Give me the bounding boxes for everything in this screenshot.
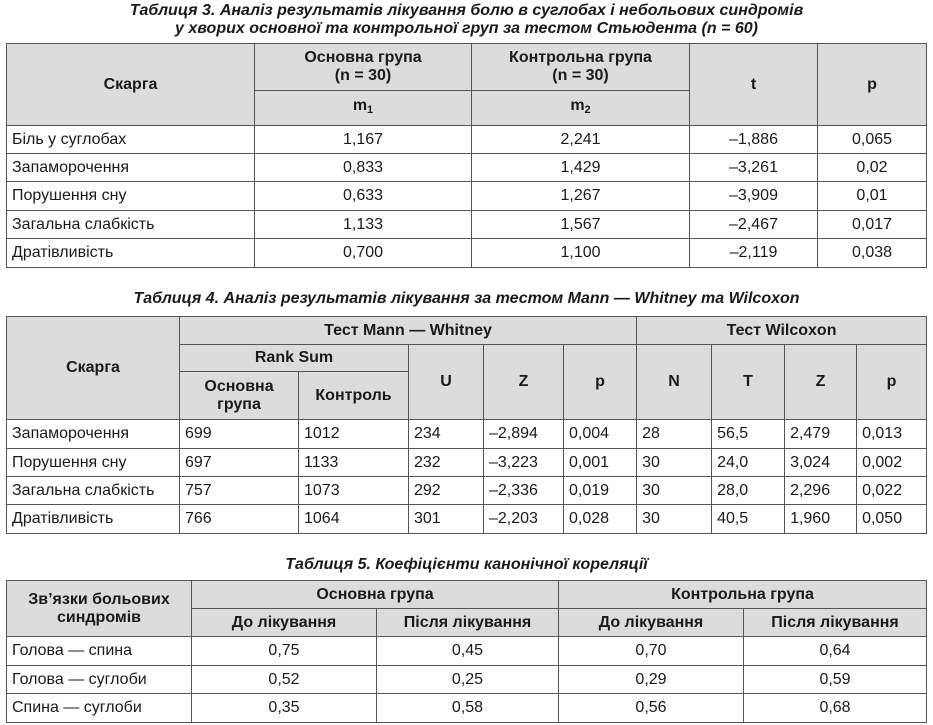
- t3-m1-subscript: 1: [367, 104, 374, 116]
- t4-header-main-group: [180, 372, 299, 420]
- cell-t: 40,5: [712, 505, 785, 534]
- cell-t: 56,5: [712, 420, 785, 449]
- t4-header-main-line2: група: [217, 395, 261, 413]
- t3-header-main-label: Основна група: [304, 49, 422, 66]
- cell-z2: 2,296: [785, 477, 857, 505]
- row-label: Голова — суглоби: [7, 666, 192, 694]
- cell-n: 28: [637, 420, 712, 449]
- row-label: Біль у суглобах: [7, 126, 255, 154]
- cell-m1: 1,167: [255, 126, 472, 154]
- cell-p: 0,065: [818, 126, 927, 154]
- table-row: [7, 666, 927, 694]
- t5-header-before: До лікування: [192, 609, 377, 637]
- cell-u: 292: [409, 477, 484, 505]
- cell-p2: 0,013: [857, 420, 927, 449]
- row-label: Загальна слабкість: [7, 211, 255, 239]
- t3-header-control: [472, 44, 690, 91]
- row-label: Запаморочення: [7, 154, 255, 182]
- cell-main-before: 0,75: [192, 637, 377, 666]
- table3-caption-line2: у хворих основної та контрольної груп за тестом Стьюдента (n = 60): [175, 20, 758, 37]
- t5-header-links-line2: синдромів: [56, 608, 141, 626]
- cell-z2: 3,024: [785, 449, 857, 477]
- t5-header-main: Основна група: [192, 581, 559, 609]
- table-row: [7, 694, 927, 723]
- cell-p: 0,017: [818, 211, 927, 239]
- t3-header-m1: [255, 91, 472, 126]
- cell-z: –3,223: [484, 449, 564, 477]
- t5-header-links: [7, 581, 192, 637]
- t5-header-control: Контрольна група: [559, 581, 927, 609]
- t4-header-u: U: [409, 345, 484, 420]
- cell-control-before: 0,29: [559, 666, 744, 694]
- table-row: [7, 154, 927, 182]
- cell-p: 0,001: [564, 449, 637, 477]
- cell-t: –3,909: [690, 182, 818, 211]
- cell-m2: 1,567: [472, 211, 690, 239]
- cell-m1: 0,700: [255, 239, 472, 268]
- cell-p: 0,028: [564, 505, 637, 534]
- cell-p: 0,02: [818, 154, 927, 182]
- table3: [6, 43, 927, 268]
- t3-header-main-n: (n = 30): [334, 67, 392, 84]
- table-row: [7, 239, 927, 268]
- row-label: Загальна слабкість: [7, 477, 180, 505]
- cell-main: 766: [180, 505, 299, 534]
- cell-main: 697: [180, 449, 299, 477]
- cell-t: –2,467: [690, 211, 818, 239]
- row-label: Спина — суглоби: [7, 694, 192, 723]
- t4-header-z2: Z: [785, 345, 857, 420]
- t3-header-main: [255, 44, 472, 91]
- t3-header-complaint: Скарга: [7, 44, 255, 126]
- t3-m1-symbol: m: [352, 97, 368, 114]
- cell-m1: 0,833: [255, 154, 472, 182]
- cell-t: –1,886: [690, 126, 818, 154]
- cell-m2: 2,241: [472, 126, 690, 154]
- t4-header-complaint: Скарга: [7, 317, 180, 420]
- cell-t: –3,261: [690, 154, 818, 182]
- t4-header-n: N: [637, 345, 712, 420]
- table4: [6, 316, 927, 534]
- t4-header-wilcoxon: Тест Wilcoxon: [637, 317, 927, 345]
- cell-z2: 2,479: [785, 420, 857, 449]
- table-row: [7, 182, 927, 211]
- cell-main-before: 0,35: [192, 694, 377, 723]
- table5-caption: Таблиця 5. Коефіцієнти канонічної кореляції: [285, 556, 648, 573]
- t5-header-after: Після лікування: [377, 609, 559, 637]
- cell-z2: 1,960: [785, 505, 857, 534]
- cell-z: –2,336: [484, 477, 564, 505]
- row-label: Порушення сну: [7, 182, 255, 211]
- cell-t: –2,119: [690, 239, 818, 268]
- cell-m2: 1,100: [472, 239, 690, 268]
- row-label: Запаморочення: [7, 420, 180, 449]
- cell-main: 699: [180, 420, 299, 449]
- t5-header-before2: До лікування: [559, 609, 744, 637]
- t4-header-control: Контроль: [299, 372, 409, 420]
- cell-u: 232: [409, 449, 484, 477]
- cell-main-before: 0,52: [192, 666, 377, 694]
- cell-control: 1133: [299, 449, 409, 477]
- t5-header-after2: Після лікування: [744, 609, 927, 637]
- cell-m1: 1,133: [255, 211, 472, 239]
- t4-header-mann-whitney: Тест Mann — Whitney: [180, 317, 637, 345]
- table4-caption: Таблиця 4. Аналіз результатів лікування за тестом Mann — Whitney та Wilcoxon: [133, 290, 800, 307]
- t3-m2-subscript: 2: [584, 104, 591, 116]
- cell-main-after: 0,45: [377, 637, 559, 666]
- row-label: Голова — спина: [7, 637, 192, 666]
- t4-header-z: Z: [484, 345, 564, 420]
- cell-control-before: 0,56: [559, 694, 744, 723]
- cell-p: 0,01: [818, 182, 927, 211]
- table-row: [7, 637, 927, 666]
- cell-z: –2,203: [484, 505, 564, 534]
- cell-n: 30: [637, 505, 712, 534]
- t3-header-p: p: [818, 44, 927, 126]
- table-row: [7, 211, 927, 239]
- cell-u: 234: [409, 420, 484, 449]
- cell-m2: 1,429: [472, 154, 690, 182]
- table-row: [7, 505, 927, 534]
- table-row: [7, 449, 927, 477]
- t4-header-p: p: [564, 345, 637, 420]
- cell-m2: 1,267: [472, 182, 690, 211]
- cell-main-after: 0,25: [377, 666, 559, 694]
- cell-control-after: 0,59: [744, 666, 927, 694]
- table-row: [7, 420, 927, 449]
- cell-z: –2,894: [484, 420, 564, 449]
- cell-t: 24,0: [712, 449, 785, 477]
- t3-header-t: t: [690, 44, 818, 126]
- cell-u: 301: [409, 505, 484, 534]
- cell-n: 30: [637, 477, 712, 505]
- cell-p2: 0,050: [857, 505, 927, 534]
- cell-p2: 0,002: [857, 449, 927, 477]
- table-row: [7, 126, 927, 154]
- table5: [6, 580, 927, 723]
- t3-header-control-n: (n = 30): [552, 67, 609, 84]
- cell-p: 0,019: [564, 477, 637, 505]
- cell-control: 1064: [299, 505, 409, 534]
- cell-t: 28,0: [712, 477, 785, 505]
- row-label: Дратівливість: [7, 505, 180, 534]
- row-label: Дратівливість: [7, 239, 255, 268]
- t4-header-rank-sum: Rank Sum: [180, 345, 409, 372]
- t5-header-links-line1: Зв’язки больових: [28, 590, 170, 608]
- table3-caption-line1: Таблиця 3. Аналіз результатів лікування болю в суглобах і небольових синдромів: [129, 2, 804, 19]
- cell-main-after: 0,58: [377, 694, 559, 723]
- t3-header-m2: [472, 91, 690, 126]
- t3-header-control-label: Контрольна група: [509, 49, 652, 66]
- cell-p: 0,004: [564, 420, 637, 449]
- cell-p: 0,038: [818, 239, 927, 268]
- cell-control: 1073: [299, 477, 409, 505]
- cell-m1: 0,633: [255, 182, 472, 211]
- t4-header-t: T: [712, 345, 785, 420]
- cell-n: 30: [637, 449, 712, 477]
- table-row: [7, 477, 927, 505]
- cell-p2: 0,022: [857, 477, 927, 505]
- cell-control-before: 0,70: [559, 637, 744, 666]
- t4-header-p2: p: [857, 345, 927, 420]
- t3-m2-symbol: m: [570, 97, 585, 114]
- row-label: Порушення сну: [7, 449, 180, 477]
- cell-control-after: 0,64: [744, 637, 927, 666]
- table3-caption: [0, 2, 933, 38]
- cell-control-after: 0,68: [744, 694, 927, 723]
- cell-main: 757: [180, 477, 299, 505]
- t4-header-main-line1: Основна: [204, 377, 274, 395]
- cell-control: 1012: [299, 420, 409, 449]
